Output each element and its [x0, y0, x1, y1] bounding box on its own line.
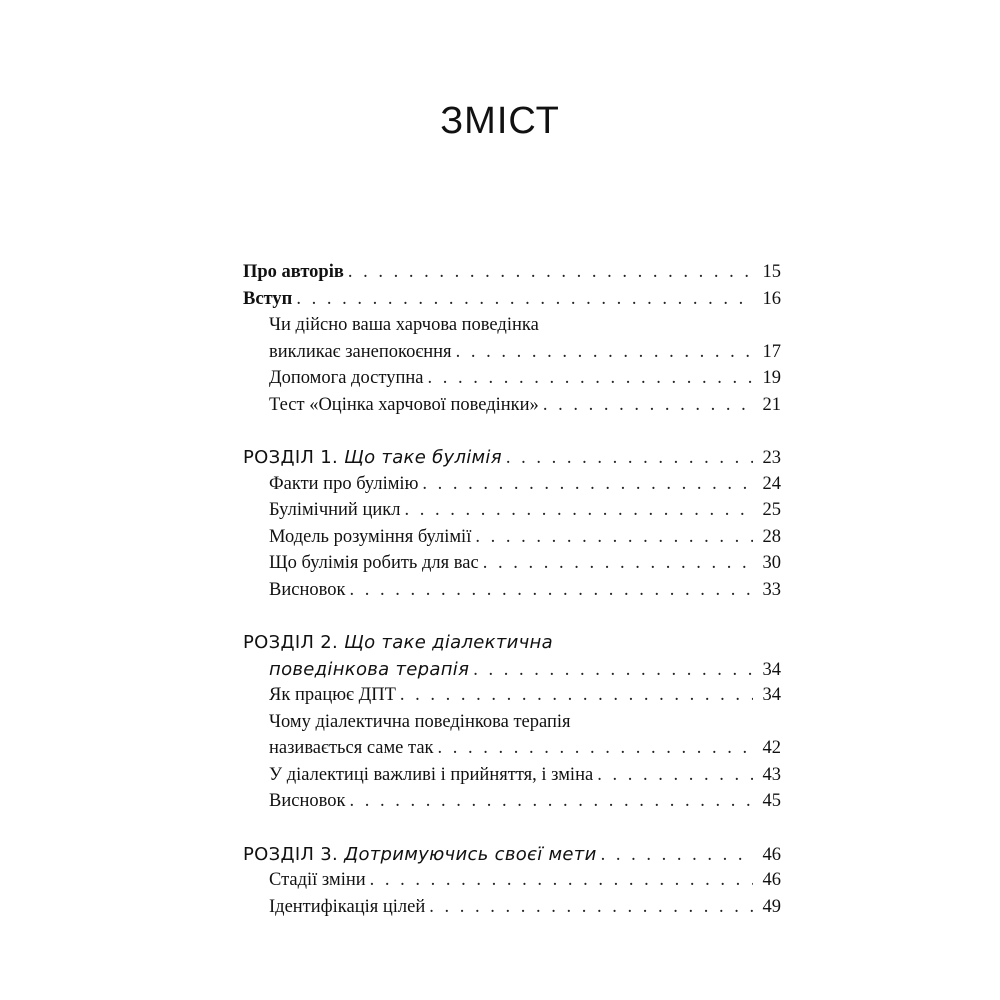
- page-title: ЗМІСТ: [440, 100, 560, 142]
- toc-chapter-2: [243, 632, 781, 818]
- toc-page-number: 45: [762, 791, 781, 811]
- toc-page-number: 46: [762, 844, 781, 865]
- toc-page-number: 49: [762, 896, 781, 917]
- toc-entry-label: Тест «Оцінка харчової поведінки»: [269, 394, 539, 415]
- dot-leader: [601, 845, 753, 866]
- toc-entry-help-available[interactable]: [243, 368, 781, 395]
- toc-page-number: 16: [762, 288, 781, 309]
- toc-page-number: 34: [762, 685, 781, 705]
- toc-entry-label: Булімічний цикл: [269, 500, 401, 520]
- toc-entry-label: Вступ: [243, 288, 293, 309]
- toc-entry[interactable]: [243, 897, 781, 924]
- dot-leader: [597, 765, 753, 786]
- toc-page-number: 21: [762, 394, 781, 415]
- toc-entry-line: Чому діалектична поведінкова терапія: [269, 711, 571, 732]
- dot-leader: [370, 870, 753, 891]
- dot-leader: [456, 342, 753, 363]
- table-of-contents: [243, 262, 781, 949]
- toc-entry[interactable]: [243, 474, 781, 501]
- toc-entry-label: Про авторів: [243, 262, 344, 282]
- toc-chapter-title-line: РОЗДІЛ 2. Що таке діалектична: [243, 632, 553, 653]
- dot-leader: [428, 368, 754, 389]
- toc-page-number: 24: [762, 473, 781, 494]
- dot-leader: [400, 685, 753, 706]
- toc-page-number: 42: [762, 738, 781, 758]
- toc-entry[interactable]: [243, 791, 781, 818]
- toc-entry[interactable]: [243, 527, 781, 554]
- toc-entry-eating-concern[interactable]: [243, 342, 781, 369]
- toc-front-matter: [243, 262, 781, 421]
- toc-entry-label: Допомога доступна: [269, 368, 424, 388]
- toc-page-number: 30: [762, 553, 781, 573]
- dot-leader: [422, 474, 753, 495]
- dot-leader: [483, 553, 753, 574]
- toc-entry-label: Ідентифікація цілей: [269, 896, 426, 917]
- toc-entry[interactable]: [243, 580, 781, 607]
- dot-leader: [296, 289, 753, 310]
- toc-page-number: 19: [762, 368, 781, 388]
- dot-leader: [404, 500, 753, 521]
- toc-entry-label: Висновок: [269, 791, 346, 811]
- toc-entry[interactable]: [243, 500, 781, 527]
- toc-entry[interactable]: [243, 870, 781, 897]
- toc-chapter-title: РОЗДІЛ 1. Що таке булімія: [243, 447, 502, 468]
- dot-leader: [429, 897, 753, 918]
- toc-page-number: 34: [762, 659, 781, 680]
- toc-chapter-1: [243, 447, 781, 606]
- dot-leader: [349, 791, 753, 812]
- toc-chapter-title: поведінкова терапія: [269, 658, 470, 680]
- dot-leader: [438, 738, 753, 759]
- toc-page-number: 17: [762, 341, 781, 362]
- toc-page-number: 33: [762, 579, 781, 600]
- dot-leader: [348, 262, 753, 283]
- toc-page-number: 43: [762, 764, 781, 785]
- toc-entry[interactable]: [243, 685, 781, 712]
- toc-entry-label: Що булімія робить для вас: [269, 553, 479, 573]
- dot-leader: [543, 395, 753, 416]
- toc-page-number: 25: [762, 500, 781, 520]
- toc-entry[interactable]: [243, 738, 781, 765]
- toc-entry-line: Чи дійсно ваша харчова поведінка: [269, 315, 539, 335]
- dot-leader: [475, 527, 753, 548]
- toc-entry-label: називається саме так: [269, 738, 434, 758]
- toc-entry[interactable]: [243, 765, 781, 792]
- toc-chapter-heading[interactable]: [243, 447, 781, 474]
- toc-chapter-heading[interactable]: [243, 659, 781, 686]
- toc-entry-label: Як працює ДПТ: [269, 685, 396, 705]
- toc-chapter-heading[interactable]: [243, 844, 781, 871]
- toc-chapter-3: [243, 844, 781, 924]
- dot-leader: [506, 448, 753, 469]
- toc-chapter-title: РОЗДІЛ 3. Дотримуючись своєї мети: [243, 843, 597, 865]
- toc-entry-introduction[interactable]: [243, 289, 781, 316]
- toc-page-number: 28: [762, 526, 781, 547]
- toc-entry-label: Стадії зміни: [269, 870, 366, 890]
- toc-entry-label: викликає занепокоєння: [269, 341, 452, 362]
- toc-entry-label: Висновок: [269, 579, 346, 600]
- toc-page-number: 15: [762, 262, 781, 282]
- toc-page-number: 23: [762, 448, 781, 468]
- dot-leader: [473, 660, 753, 681]
- toc-entry[interactable]: [243, 553, 781, 580]
- toc-entry-label: Модель розуміння булімії: [269, 526, 472, 547]
- toc-page-number: 46: [762, 870, 781, 890]
- toc-entry-about-authors[interactable]: [243, 262, 781, 289]
- toc-entry-label: У діалектиці важливі і прийняття, і зміна: [269, 764, 594, 785]
- dot-leader: [349, 580, 753, 601]
- toc-entry-label: Факти про булімію: [269, 473, 419, 494]
- toc-entry-eating-test[interactable]: [243, 395, 781, 422]
